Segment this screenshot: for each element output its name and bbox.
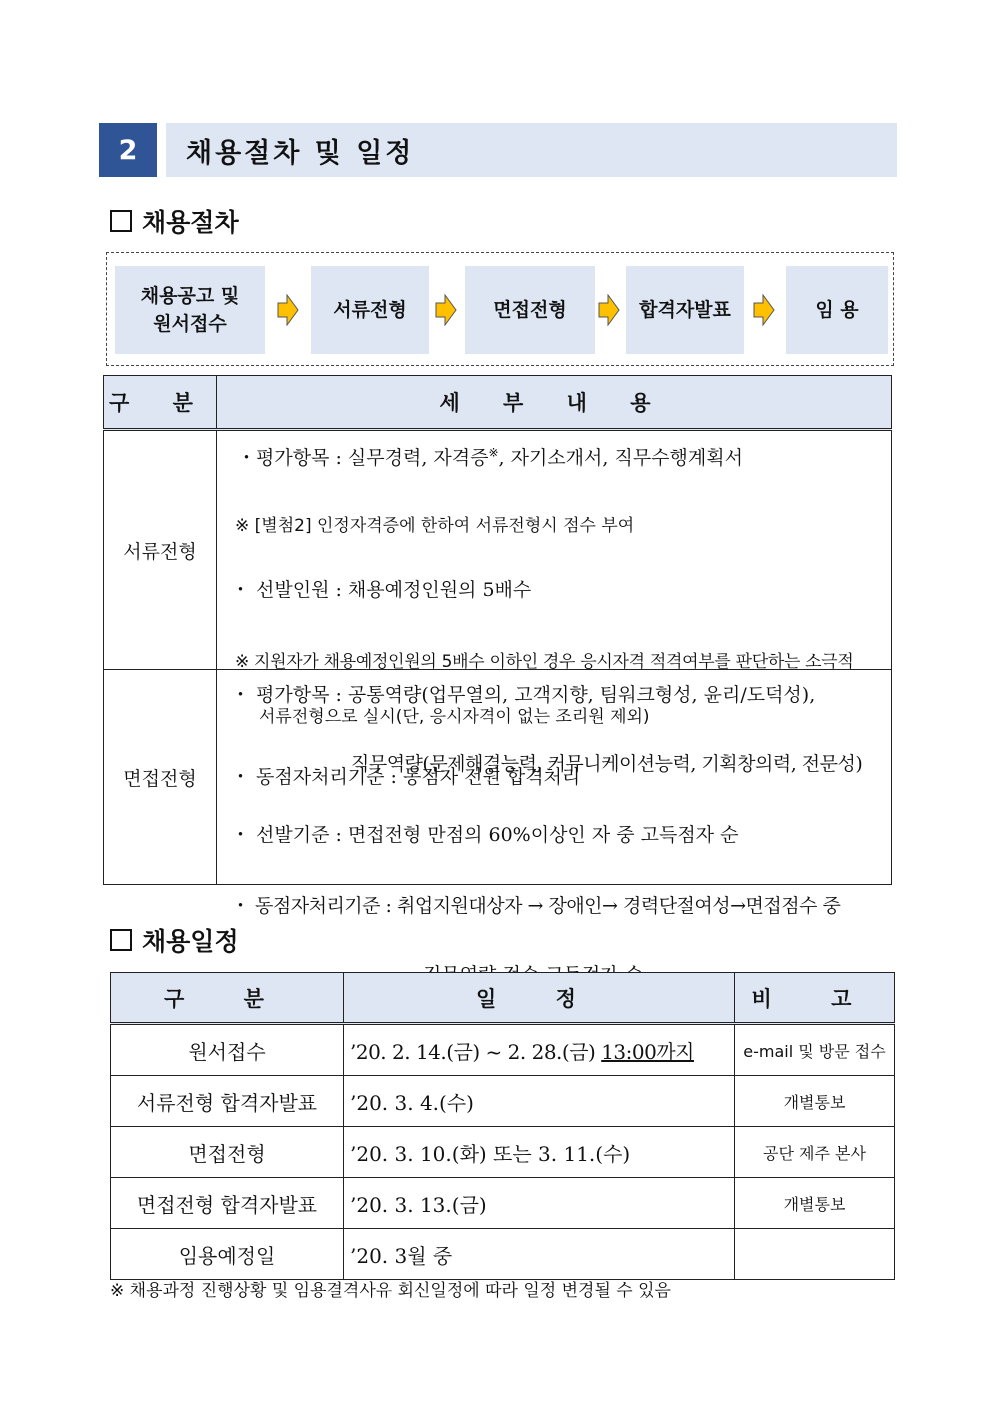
schedule-note: 공단 제주 본사: [735, 1127, 895, 1178]
header-remark: 비 고: [735, 973, 895, 1024]
schedule-item: 면접전형: [111, 1127, 344, 1178]
section-number: 2: [99, 123, 157, 177]
detail-line: ・ 선발인원 : 채용예정인원의 5배수: [231, 579, 532, 601]
header-date: 일 정: [344, 973, 735, 1024]
arrow-right-icon: [277, 294, 299, 326]
schedule-note: 개별통보: [735, 1076, 895, 1127]
schedule-note: [735, 1229, 895, 1280]
schedule-item: 면접전형 합격자발표: [111, 1178, 344, 1229]
procedure-heading: 채용절차: [110, 203, 239, 239]
schedule-date: ’20. 2. 14.(금) ~ 2. 28.(금) 13:00까지: [344, 1024, 735, 1076]
table-row: [111, 1076, 895, 1127]
detail-line: ・ 선발기준 : 면접전형 만점의 60%이상인 자 중 고득점자 순: [231, 824, 739, 846]
header-category: 구 분: [111, 973, 344, 1024]
schedule-item: 임용예정일: [111, 1229, 344, 1280]
detail-note: ※ 지원자가 채용예정인원의 5배수 이하인 경우 응시자격 적격여부를 판단하는 소극적: [235, 652, 854, 672]
detail-line: ・ 평가항목 : 공통역량(업무열의, 고객지향, 팀워크형성, 윤리/도덕성),: [231, 684, 816, 706]
detail-line: ・평가항목 : 실무경력, 자격증※, 자기소개서, 직무수행계획서: [237, 445, 743, 469]
schedule-date: ’20. 3월 중: [344, 1229, 735, 1280]
table-row: [111, 1024, 895, 1076]
arrow-right-icon: [435, 294, 457, 326]
schedule-date: ’20. 3. 13.(금): [344, 1178, 735, 1229]
schedule-note: e-mail 및 방문 접수: [735, 1024, 895, 1076]
table-row: [111, 1229, 895, 1280]
step-appointment: 임 용: [786, 266, 888, 354]
section-title-bar: [166, 123, 897, 177]
schedule-footnote: ※ 채용과정 진행상황 및 임용결격사유 회신일정에 따라 일정 변경될 수 있음: [110, 1281, 671, 1301]
checkbox-square-icon: [110, 929, 132, 951]
schedule-item: 서류전형 합격자발표: [111, 1076, 344, 1127]
detail-line: ・ 동점자처리기준 : 취업지원대상자 → 장애인→ 경력단절여성→면접점수 중: [231, 895, 841, 917]
detail-note: 서류전형으로 실시(단, 응시자격이 없는 조리원 제외): [259, 707, 650, 727]
step-interview: 면접전형: [465, 266, 595, 354]
detail-note: ※ [별첨2] 인정자격증에 한하여 서류전형시 점수 부여: [235, 516, 635, 536]
schedule-table: [110, 972, 895, 1280]
table-row: [111, 1127, 895, 1178]
step-announcement: 합격자발표: [626, 266, 744, 354]
schedule-note: 개별통보: [735, 1178, 895, 1229]
schedule-date: ’20. 3. 4.(수): [344, 1076, 735, 1127]
schedule-date: ’20. 3. 10.(화) 또는 3. 11.(수): [344, 1127, 735, 1178]
detail-line: ・ 동점자처리기준 : 동점자 전원 합격처리: [231, 766, 581, 788]
schedule-item: 원서접수: [111, 1024, 344, 1076]
table-row: [111, 1178, 895, 1229]
arrow-right-icon: [753, 294, 775, 326]
step-document-screening: 서류전형: [311, 266, 429, 354]
section-title: 채용절차 및 일정: [186, 137, 415, 169]
arrow-right-icon: [598, 294, 620, 326]
detail-table: [103, 375, 892, 917]
procedure-flow: [106, 252, 894, 366]
step-application: 채용공고 및 원서접수: [115, 266, 265, 354]
detail-line: 직무역량(문제해결능력, 커뮤니케이션능력, 기획창의력, 전문성): [351, 753, 863, 775]
category-document: 서류전형: [104, 430, 217, 670]
schedule-heading: 채용일정: [110, 922, 239, 958]
header-category: 구 분: [104, 376, 217, 430]
interview-detail-cell: [217, 670, 892, 917]
header-detail: 세 부 내 용: [217, 376, 892, 430]
category-interview: 면접전형: [104, 670, 217, 885]
checkbox-square-icon: [110, 210, 132, 232]
